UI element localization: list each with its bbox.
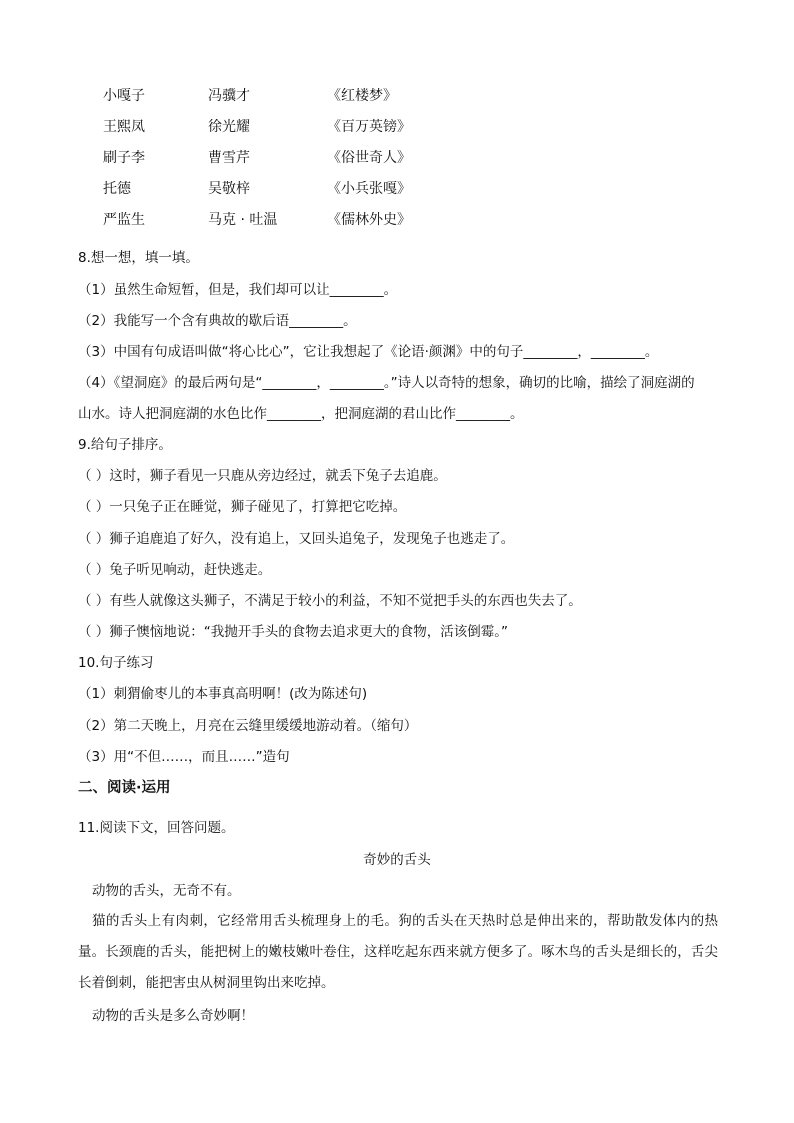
question-8-item-1: （1）虽然生命短暂，但是，我们却可以让________。 [78, 282, 398, 298]
question-8-item-3: （3）中国有句成语叫做“将心比心”，它让我想起了《论语·颜渊》中的句子________，________。 [78, 344, 659, 360]
author-name: 吴敬梓 [208, 181, 250, 197]
question-8-item-2: （2）我能写一个含有典故的歇后语________。 [78, 313, 357, 329]
sort-item: （ ）狮子懊恼地说：“我抛开手头的食物去追求更大的食物，活该倒霉。” [78, 624, 509, 640]
author-name: 徐光耀 [208, 119, 250, 135]
book-title: 《红楼梦》 [327, 88, 397, 104]
book-title: 《俗世奇人》 [327, 150, 411, 166]
section-heading: 二、阅读·运用 [78, 780, 171, 796]
character-name: 小嘎子 [103, 88, 145, 104]
sentence-exercise: （1）刺猬偷枣儿的本事真高明啊！(改为陈述句) [78, 686, 368, 702]
sort-item: （ ）一只兔子正在睡觉，狮子碰见了，打算把它吃掉。 [78, 499, 407, 515]
sort-item: （ ）这时，狮子看见一只鹿从旁边经过，就丢下兔子去追鹿。 [78, 468, 447, 484]
sort-item: （ ）有些人就像这头狮子，不满足于较小的利益，不知不觉把手头的东西也失去了。 [78, 593, 582, 609]
passage-title: 奇妙的舌头 [363, 852, 431, 868]
book-title: 《儒林外史》 [327, 212, 411, 228]
question-11-title: 11.阅读下文，回答问题。 [78, 820, 235, 836]
question-10-title: 10.句子练习 [78, 655, 154, 671]
character-name: 托德 [103, 181, 131, 197]
passage-paragraph: 动物的舌头，无奇不有。 [92, 883, 241, 899]
question-8-item-4-line-1: （4）《望洞庭》的最后两句是“________，________。”诗人以奇特的想象，确切的比喻，描绘了洞庭湖的 [78, 375, 695, 391]
author-name: 冯骥才 [208, 88, 250, 104]
character-name: 严监生 [103, 212, 145, 228]
sort-item: （ ）兔子听见响动，赶快逃走。 [78, 562, 272, 578]
book-title: 《百万英镑》 [327, 119, 411, 135]
passage-paragraph: 猫的舌头上有肉刺，它经常用舌头梳理身上的毛。狗的舌头在天热时总是伸出来的，帮助散发体内的热量。长颈鹿的舌头，能把树上的嫩枝嫩叶卷住，这样吃起东西来就方便多了。啄木鸟的舌头是细长的，舌尖长着倒刺，能把害虫从树洞里钩出来吃掉。 [78, 913, 718, 991]
sort-item: （ ）狮子追鹿追了好久，没有追上，又回头追兔子，发现兔子也逃走了。 [78, 531, 515, 547]
question-8-title: 8.想一想，填一填。 [78, 250, 199, 266]
question-8-item-4-line-2: 山水。诗人把洞庭湖的水色比作________，把洞庭湖的君山比作________。 [78, 406, 524, 422]
sentence-exercise: （2）第二天晚上，月亮在云缝里缓缓地游动着。（缩句） [78, 718, 418, 734]
author-name: 曹雪芹 [208, 150, 250, 166]
book-title: 《小兵张嘎》 [327, 181, 411, 197]
sentence-exercise: （3）用“不但……，而且……”造句 [78, 749, 290, 765]
author-name: 马克 · 吐温 [208, 212, 278, 228]
question-9-title: 9.给句子排序。 [78, 437, 172, 453]
character-name: 刷子李 [103, 150, 145, 166]
character-name: 王熙凤 [103, 119, 145, 135]
passage-paragraph: 动物的舌头是多么奇妙啊！ [92, 1008, 254, 1024]
